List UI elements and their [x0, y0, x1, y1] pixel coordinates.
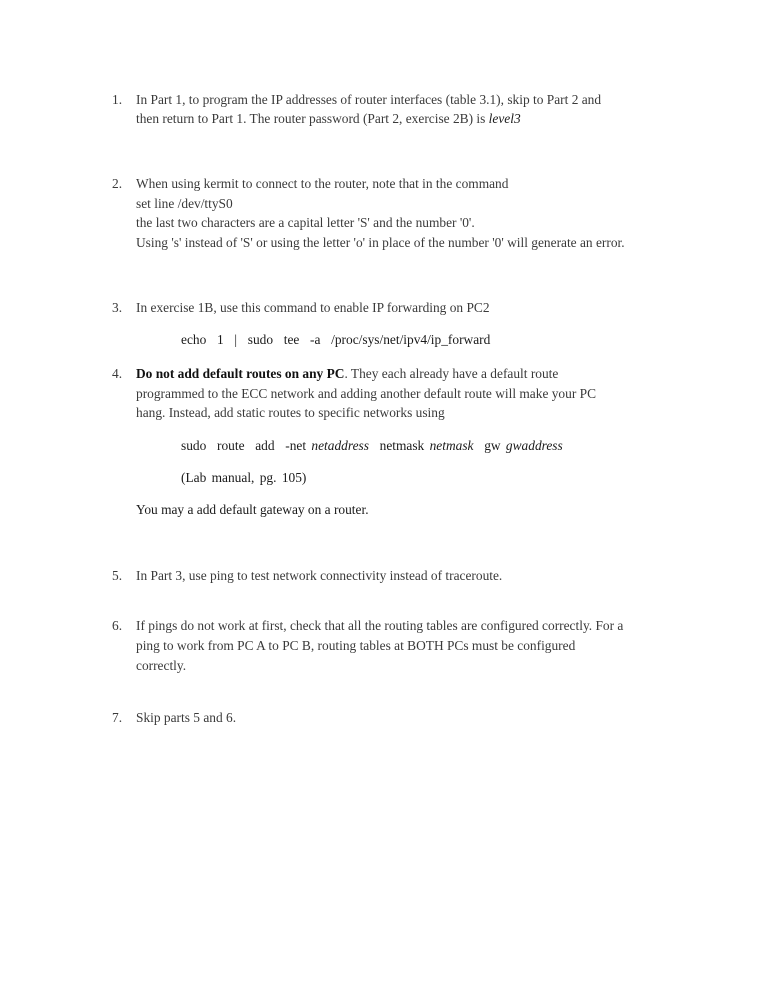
item-4-line-2: programmed to the ECC network and adding another default route will make your PC — [136, 386, 597, 401]
item-6-line-2: ping to work from PC A to PC B, routing tables at BOTH PCs must be configured — [136, 638, 576, 653]
lab-manual-reference: (Lab manual, pg. 105) — [181, 470, 307, 485]
item-2-line-1: When using kermit to connect to the router, note that in the command — [136, 176, 509, 191]
list-number: 1. — [112, 92, 123, 107]
item-2-line-4: Using 's' instead of 'S' or using the letter 'o' in place of the number '0' will generate an error. — [136, 235, 625, 250]
list-number: 2. — [112, 176, 123, 191]
list-number: 4. — [112, 366, 123, 381]
list-number: 7. — [112, 710, 123, 725]
route-cmd-part: sudo route add -net — [181, 438, 312, 453]
warning-bold-text: Do not add default routes on any PC — [136, 366, 345, 381]
route-cmd-netaddress: netaddress — [311, 438, 369, 453]
ip-forward-command: echo 1 | sudo tee -a /proc/sys/net/ipv4/ip_forward — [181, 332, 491, 347]
item-3-line-1: In exercise 1B, use this command to enable IP forwarding on PC2 — [136, 300, 490, 315]
item-2-line-3: the last two characters are a capital letter 'S' and the number '0'. — [136, 215, 475, 230]
list-number: 3. — [112, 300, 123, 315]
router-gateway-note: You may a add default gateway on a router. — [136, 502, 369, 517]
item-1-line-1: In Part 1, to program the IP addresses of router interfaces (table 3.1), skip to Part 2 and — [136, 92, 602, 107]
item-7-line-1: Skip parts 5 and 6. — [136, 710, 237, 725]
route-cmd-netmask: netmask — [429, 438, 474, 453]
item-4-line-1-text: . They each already have a default route — [344, 366, 559, 381]
list-number: 5. — [112, 568, 123, 583]
item-6-line-1: If pings do not work at first, check that all the routing tables are configured correctly. For a — [136, 618, 624, 633]
list-number: 6. — [112, 618, 123, 633]
item-4-line-3: hang. Instead, add static routes to specific networks using — [136, 405, 445, 420]
item-2-line-2: set line /dev/ttyS0 — [136, 196, 233, 211]
item-1-line-2 — [136, 111, 521, 127]
item-1-line-2-text: then return to Part 1. The router password (Part 2, exercise 2B) is — [136, 111, 486, 126]
router-password: level3 — [488, 111, 521, 126]
item-4-line-1 — [136, 366, 558, 382]
route-cmd-gwaddress: gwaddress — [505, 438, 563, 453]
route-cmd-part: netmask — [368, 438, 430, 453]
item-6-line-3: correctly. — [136, 658, 187, 673]
item-5-line-1: In Part 3, use ping to test network connectivity instead of traceroute. — [136, 568, 503, 583]
route-cmd-part: gw — [473, 438, 506, 453]
route-command — [181, 438, 563, 454]
